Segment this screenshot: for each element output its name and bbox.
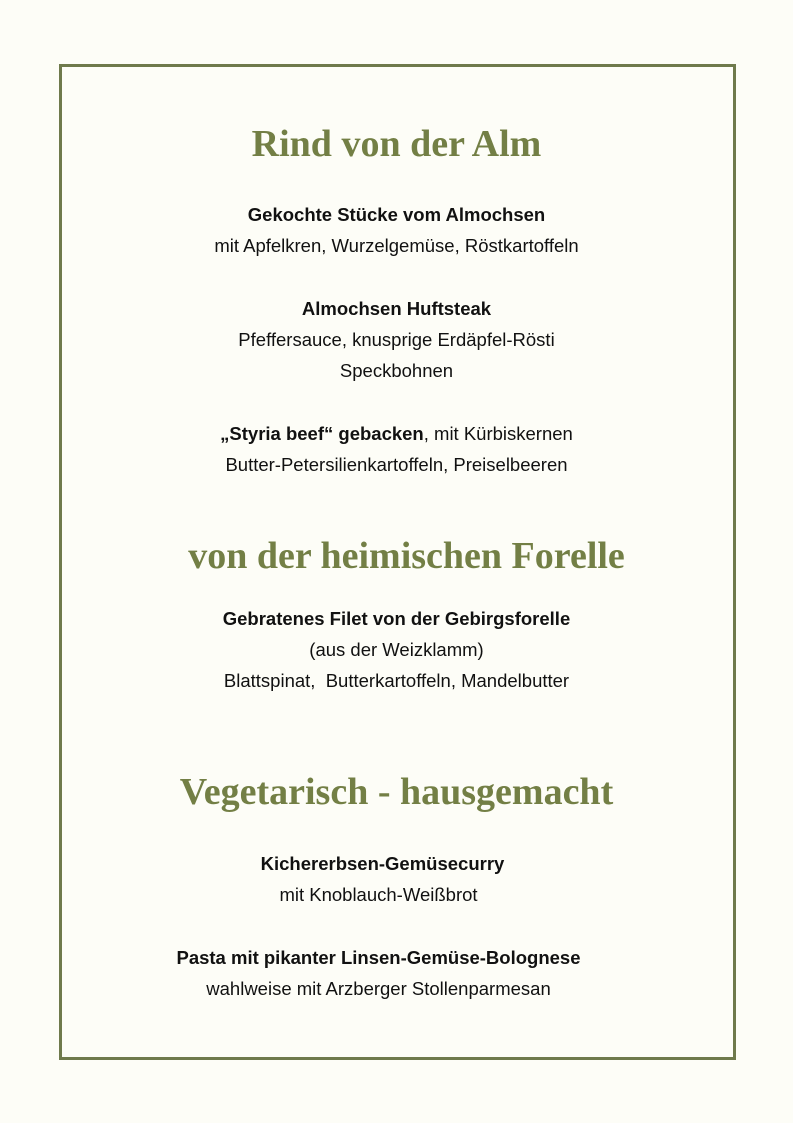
dish-description: Blattspinat, Butterkartoffeln, Mandelbutter bbox=[223, 670, 570, 691]
dish-description: mit Knoblauch-Weißbrot bbox=[279, 884, 478, 905]
dish-description: Speckbohnen bbox=[339, 360, 454, 381]
section-title-rind: Rind von der Alm bbox=[251, 123, 542, 165]
dish-description: Butter-Petersilienkartoffeln, Preiselbeeren bbox=[225, 454, 568, 475]
dish-description: wahlweise mit Arzberger Stollenparmesan bbox=[206, 978, 551, 999]
section-title-vegetarisch: Vegetarisch - hausgemacht bbox=[179, 771, 614, 813]
dish-description: mit Apfelkren, Wurzelgemüse, Röstkartoffeln bbox=[214, 235, 579, 256]
dish-name-suffix: , mit Kürbiskernen bbox=[423, 423, 573, 444]
dish-description: Pfeffersauce, knusprige Erdäpfel-Rösti bbox=[238, 329, 555, 350]
dish-heading-line bbox=[0, 422, 793, 446]
dish-name: Gebratenes Filet von der Gebirgsforelle bbox=[222, 608, 571, 629]
section-title-forelle: von der heimischen Forelle bbox=[188, 535, 625, 577]
dish-name: Pasta mit pikanter Linsen-Gemüse-Bolognese bbox=[176, 947, 581, 968]
dish-name: Almochsen Huftsteak bbox=[301, 298, 492, 319]
dish-description: (aus der Weizklamm) bbox=[309, 639, 484, 660]
dish-name: Kichererbsen-Gemüsecurry bbox=[260, 853, 505, 874]
dish-name: Gekochte Stücke vom Almochsen bbox=[247, 204, 546, 225]
dish-name: „Styria beef“ gebacken bbox=[220, 423, 424, 444]
